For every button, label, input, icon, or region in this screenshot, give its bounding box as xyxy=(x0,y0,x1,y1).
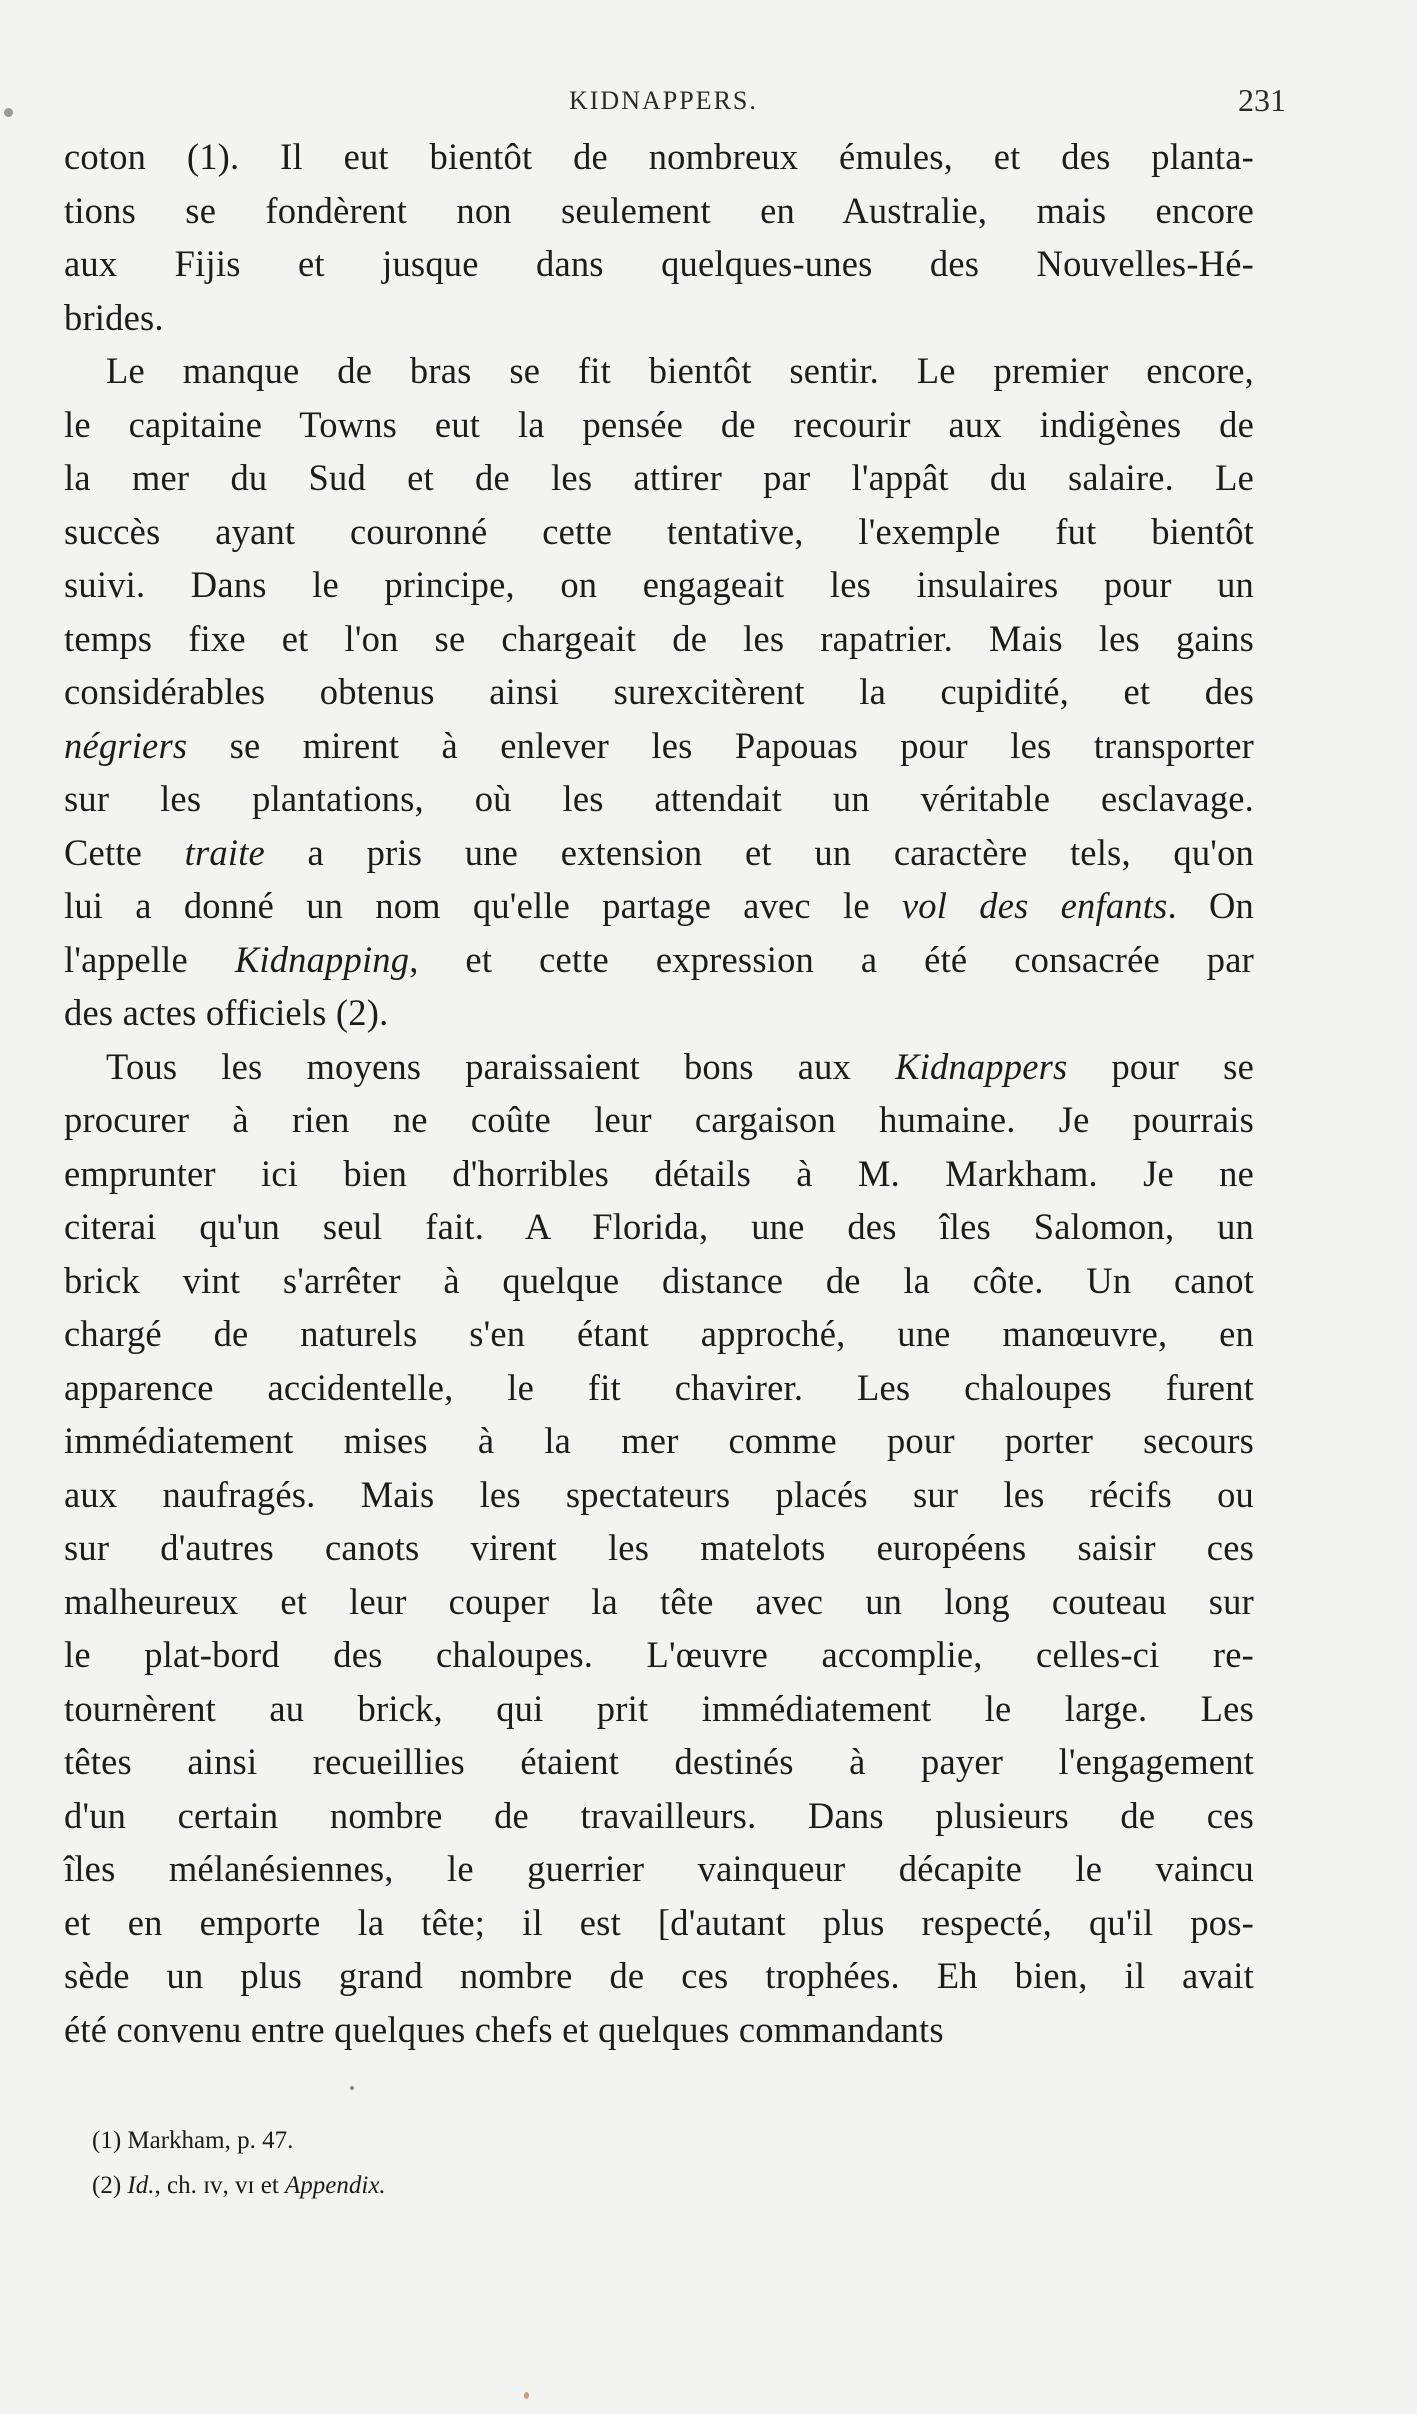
text-line: sur d'autres canots virent les matelots européens saisir ces xyxy=(64,1527,1254,1568)
text-line: lui a donné un nom qu'elle partage avec le vol des enfants. On xyxy=(64,885,1254,926)
text-line: aux Fijis et jusque dans quelques-unes des Nouvelles-Hé- xyxy=(64,243,1254,284)
paragraph xyxy=(64,1040,1254,2057)
text-line: suivi. Dans le principe, on engageait les insulaires pour un xyxy=(64,564,1254,605)
text-line: apparence accidentelle, le fit chavirer. Les chaloupes furent xyxy=(64,1366,1254,1408)
text-line: aux naufragés. Mais les spectateurs placés sur les récifs ou xyxy=(64,1473,1254,1515)
text-line: l'appelle Kidnapping, et cette expression a été consacrée par xyxy=(64,938,1254,980)
page-number: 231 xyxy=(1238,82,1286,118)
text-line: sède un plus grand nombre de ces trophées. Eh bien, il avait xyxy=(64,1955,1254,1996)
text-line: des actes officiels (2). xyxy=(64,992,389,1033)
text-line: succès ayant couronné cette tentative, l'exemple fut bientôt xyxy=(64,510,1254,552)
text-line: temps fixe et l'on se chargeait de les rapatrier. Mais les gains xyxy=(64,617,1254,659)
text-line: citerai qu'un seul fait. A Florida, une des îles Salomon, un xyxy=(64,1206,1254,1247)
paragraph xyxy=(64,344,1254,1040)
text-line: la mer du Sud et de les attirer par l'appât du salaire. Le xyxy=(64,457,1254,498)
text-line: tournèrent au brick, qui prit immédiatement le large. Les xyxy=(64,1687,1254,1729)
running-head xyxy=(64,78,1286,138)
text-line: coton (1). Il eut bientôt de nombreux émules, et des planta- xyxy=(64,136,1254,177)
text-line: d'un certain nombre de travailleurs. Dans plusieurs de ces xyxy=(64,1794,1254,1836)
text-line: Tous les moyens paraissaient bons aux Kidnappers pour se xyxy=(106,1045,1254,1087)
text-line: le plat-bord des chaloupes. L'œuvre accomplie, celles-ci re- xyxy=(64,1634,1254,1675)
running-title: KIDNAPPERS. xyxy=(569,86,758,115)
text-line: brides. xyxy=(64,296,164,338)
text-line: été convenu entre quelques chefs et quelques commandants xyxy=(64,2008,944,2050)
text-line: tions se fondèrent non seulement en Australie, mais encore xyxy=(64,189,1254,231)
text-line: considérables obtenus ainsi surexcitèrent la cupidité, et des xyxy=(64,671,1254,712)
paper-speck xyxy=(524,2392,529,2399)
text-line: Cette traite a pris une extension et un caractère tels, qu'on xyxy=(64,831,1254,873)
text-line: négriers se mirent à enlever les Papouas pour les transporter xyxy=(64,724,1254,766)
text-line: sur les plantations, où les attendait un véritable esclavage. xyxy=(64,778,1254,819)
text-line: le capitaine Towns eut la pensée de recourir aux indigènes de xyxy=(64,403,1254,445)
text-line: procurer à rien ne coûte leur cargaison humaine. Je pourrais xyxy=(64,1099,1254,1140)
text-line: Le manque de bras se fit bientôt sentir. Le premier encore, xyxy=(106,350,1254,391)
footnotes xyxy=(92,2118,1192,2208)
text-line: îles mélanésiennes, le guerrier vainqueur décapite le vaincu xyxy=(64,1848,1254,1889)
footnote: (2) Id., ch. ɪᴠ, ᴠɪ et Appendix. xyxy=(92,2172,386,2199)
text-line: et en emporte la tête; il est [d'autant plus respecté, qu'il pos- xyxy=(64,1901,1254,1943)
paragraph xyxy=(64,130,1254,344)
body-text xyxy=(64,130,1254,2056)
text-line: têtes ainsi recueillies étaient destinés à payer l'engagement xyxy=(64,1741,1254,1782)
paper-speck xyxy=(4,108,13,117)
text-line: emprunter ici bien d'horribles détails à M. Markham. Je ne xyxy=(64,1152,1254,1194)
text-line: malheureux et leur couper la tête avec un long couteau sur xyxy=(64,1580,1254,1622)
text-line: brick vint s'arrêter à quelque distance de la côte. Un canot xyxy=(64,1259,1254,1301)
paper-speck xyxy=(350,2086,354,2090)
text-line: immédiatement mises à la mer comme pour porter secours xyxy=(64,1420,1254,1461)
text-line: chargé de naturels s'en étant approché, une manœuvre, en xyxy=(64,1313,1254,1354)
footnote: (1) Markham, p. 47. xyxy=(92,2127,294,2154)
